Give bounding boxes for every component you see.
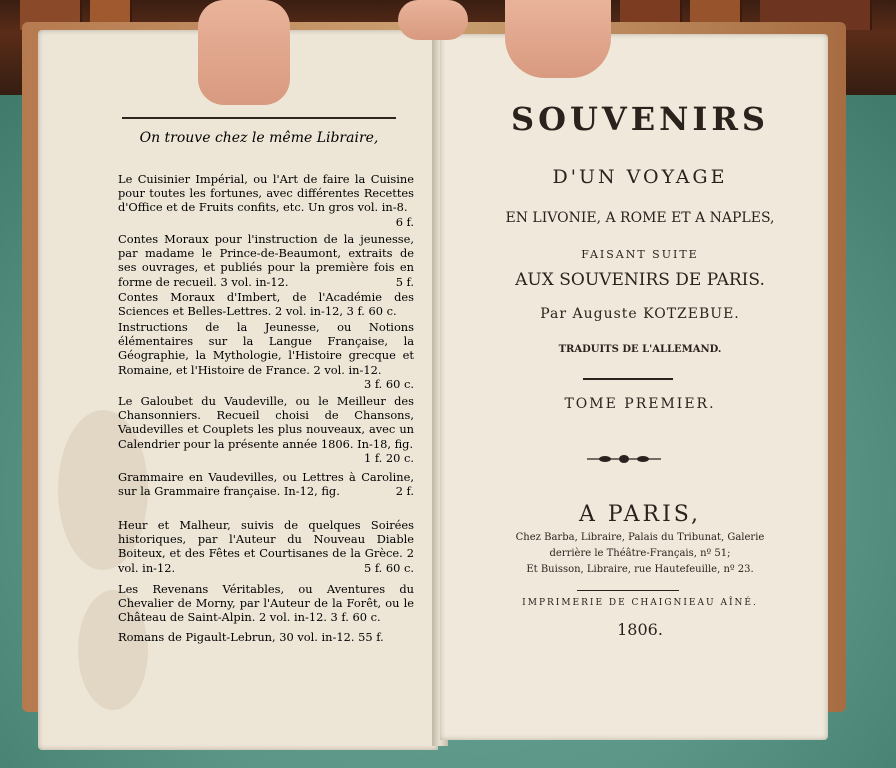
- entry-text: Contes Moraux d'Imbert, de l'Académie des Sciences et Belles-Lettres. 2 vol. in-12, 3 f. 60 c.: [118, 290, 414, 319]
- finger-middle: [505, 0, 611, 78]
- catalog-entry: [118, 232, 414, 289]
- author-line: Par Auguste KOTZEBUE.: [540, 306, 740, 322]
- entry-text: Le Cuisinier Impérial, ou l'Art de faire la Cuisine pour toutes les fortunes, avec différentes Recettes d'Office et de Fruits confits, etc. Un gros vol. in-8.: [118, 172, 414, 215]
- entry-price: 5 f. 60 c.: [363, 560, 414, 575]
- publisher-line: Chez Barba, Libraire, Palais du Tribunat, Galerie: [515, 532, 765, 543]
- subtitle-line: FAISANT SUITE: [581, 248, 699, 261]
- translation-note: TRADUITS DE L'ALLEMAND.: [558, 344, 722, 355]
- entry-text: Romans de Pigault-Lebrun, 30 vol. in-12. 55 f.: [118, 630, 384, 644]
- catalog-entry: [118, 394, 414, 465]
- entry-price: 3 f. 60 c.: [363, 376, 414, 391]
- entry-text: Instructions de la Jeunesse, ou Notions élémentaires sur la Langue Française, la Géographie, la Mythologie, l'Histoire grecque et Romaine, et l'Histoire de France. 2 vol. in-12.: [118, 320, 414, 377]
- entry-price: 5 f.: [395, 274, 414, 289]
- top-rule: [122, 117, 396, 119]
- subtitle-line: AUX SOUVENIRS DE PARIS.: [515, 270, 765, 290]
- entry-text: Grammaire en Vaudevilles, ou Lettres à Caroline, sur la Grammaire française. In-12, fig.: [118, 470, 414, 499]
- publisher-line: derrière le Théâtre-Français, nº 51;: [549, 548, 731, 559]
- subtitle-line: D'UN VOYAGE: [552, 166, 728, 188]
- title-divider: [583, 378, 673, 380]
- entry-text: Contes Moraux pour l'instruction de la jeunesse, par madame le Prince-de-Beaumont, extraits de ses ouvrages, et publiés pour la première fois en forme de recueil. 3 vol. in-12.: [118, 232, 414, 289]
- catalog-entry: [118, 582, 414, 625]
- year-line: 1806.: [617, 620, 663, 639]
- catalog-heading: On trouve chez le même Libraire,: [139, 130, 379, 146]
- printer-divider: [577, 590, 679, 591]
- entry-text: Heur et Malheur, suivis de quelques Soirées historiques, par l'Auteur du Nouveau Diable Boiteux, et des Fêtes et Courtisanes de la Grèce. 2 vol. in-12.: [118, 518, 414, 575]
- book-title: SOUVENIRS: [510, 100, 770, 138]
- publisher-line: Et Buisson, Libraire, rue Hautefeuille, nº 23.: [526, 564, 754, 575]
- finger-thumb: [198, 0, 290, 105]
- entry-text: Le Galoubet du Vaudeville, ou le Meilleur des Chansonniers. Recueil choisi de Chansons, Vaudevilles et Couplets les plus nouveaux, avec un Calendrier pour la présente année 1806. In-18, fig.: [118, 394, 414, 451]
- printer-line: IMPRIMERIE DE CHAIGNIEAU AÎNÉ.: [522, 598, 758, 608]
- subtitle-line: EN LIVONIE, A ROME ET A NAPLES,: [505, 210, 775, 226]
- ornament-icon: [585, 454, 663, 464]
- entry-price: 1 f. 20 c.: [363, 450, 414, 465]
- entry-text: Les Revenans Véritables, ou Aventures du Chevalier de Morny, par l'Auteur de la Forêt, ou le Château de Saint-Alpin. 2 vol. in-12. 3 f. 60 c.: [118, 582, 414, 625]
- catalog-entry: [118, 290, 414, 318]
- entry-price: 2 f.: [395, 484, 414, 499]
- catalog-entry: [118, 172, 414, 229]
- entry-price: 6 f.: [395, 214, 414, 229]
- catalog-entry: [118, 630, 414, 644]
- catalog-entry: [118, 518, 414, 575]
- catalog-entry: [118, 470, 414, 498]
- finger-index: [398, 0, 468, 40]
- city-line: A PARIS,: [578, 502, 702, 527]
- catalog-entry: [118, 320, 414, 391]
- volume-label: TOME PREMIER.: [564, 396, 716, 412]
